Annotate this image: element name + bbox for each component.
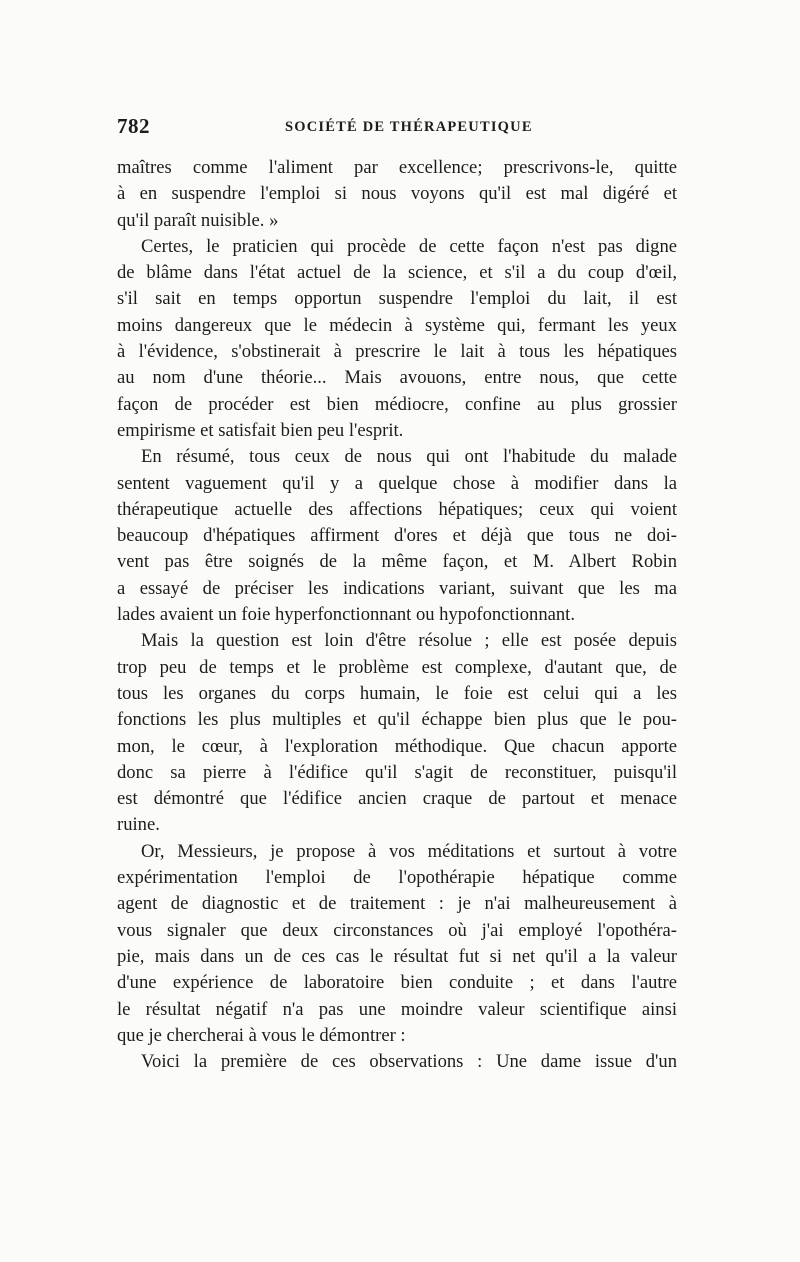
- text-line: est démontré que l'édifice ancien craque de partout et menace: [117, 788, 677, 810]
- text-line: à en suspendre l'emploi si nous voyons qu'il est mal digéré et: [117, 183, 677, 205]
- text-line: trop peu de temps et le problème est complexe, d'autant que, de: [117, 656, 677, 678]
- text-line: tous les organes du corps humain, le foie est celui qui a les: [117, 682, 677, 704]
- text-line: s'il sait en temps opportun suspendre l'emploi du lait, il est: [117, 288, 677, 310]
- text-line: de blâme dans l'état actuel de la science, et s'il a du coup d'œil,: [117, 262, 677, 284]
- text-line: moins dangereux que le médecin à système qui, fermant les yeux: [117, 314, 677, 336]
- text-line: vent pas être soignés de la même façon, et M. Albert Robin: [117, 551, 677, 573]
- text-line: Certes, le praticien qui procède de cette façon n'est pas digne: [141, 235, 677, 257]
- running-title: SOCIÉTÉ DE THÉRAPEUTIQUE: [285, 119, 533, 135]
- text-line: beaucoup d'hépatiques affirment d'ores et déjà que tous ne doi-: [117, 525, 677, 547]
- body-text: [117, 155, 677, 1075]
- text-line: fonctions les plus multiples et qu'il échappe bien plus que le pou-: [117, 709, 677, 731]
- text-line: empirisme et satisfait bien peu l'esprit.: [117, 419, 404, 441]
- text-line: qu'il paraît nuisible. »: [117, 209, 279, 231]
- text-line: le résultat négatif n'a pas une moindre valeur scientifique ainsi: [117, 998, 677, 1020]
- text-line: lades avaient un foie hyperfonctionnant ou hypofonctionnant.: [117, 604, 575, 626]
- text-line: thérapeutique actuelle des affections hépatiques; ceux qui voient: [117, 498, 677, 520]
- running-head: [117, 114, 677, 144]
- text-line: maîtres comme l'aliment par excellence; prescrivons-le, quitte: [117, 157, 677, 178]
- text-line: sentent vaguement qu'il y a quelque chose à modifier dans la: [117, 472, 677, 494]
- text-line: au nom d'une théorie... Mais avouons, entre nous, que cette: [117, 367, 677, 389]
- text-line: que je chercherai à vous le démontrer :: [117, 1024, 406, 1046]
- text-line: agent de diagnostic et de traitement : je n'ai malheureusement à: [117, 893, 677, 915]
- text-line: ruine.: [117, 814, 160, 836]
- text-line: donc sa pierre à l'édifice qu'il s'agit de reconstituer, puisqu'il: [117, 761, 677, 783]
- text-line: a essayé de préciser les indications variant, suivant que les ma: [117, 577, 677, 599]
- text-line: pie, mais dans un de ces cas le résultat fut si net qu'il a la valeur: [117, 945, 677, 967]
- text-line: d'une expérience de laboratoire bien conduite ; et dans l'autre: [117, 972, 677, 994]
- page-number: 782: [117, 114, 150, 138]
- text-line: mon, le cœur, à l'exploration méthodique. Que chacun apporte: [117, 735, 677, 757]
- text-line: façon de procéder est bien médiocre, confine au plus grossier: [117, 393, 677, 415]
- text-line: expérimentation l'emploi de l'opothérapie hépatique comme: [117, 867, 677, 889]
- text-line: à l'évidence, s'obstinerait à prescrire le lait à tous les hépatiques: [117, 341, 677, 363]
- text-line: Mais la question est loin d'être résolue ; elle est posée depuis: [141, 630, 677, 652]
- text-line: vous signaler que deux circonstances où j'ai employé l'opothéra-: [117, 919, 677, 941]
- text-line: En résumé, tous ceux de nous qui ont l'habitude du malade: [141, 446, 677, 468]
- text-line: Or, Messieurs, je propose à vos méditations et surtout à votre: [141, 840, 677, 862]
- text-line: Voici la première de ces observations : Une dame issue d'un: [141, 1051, 677, 1073]
